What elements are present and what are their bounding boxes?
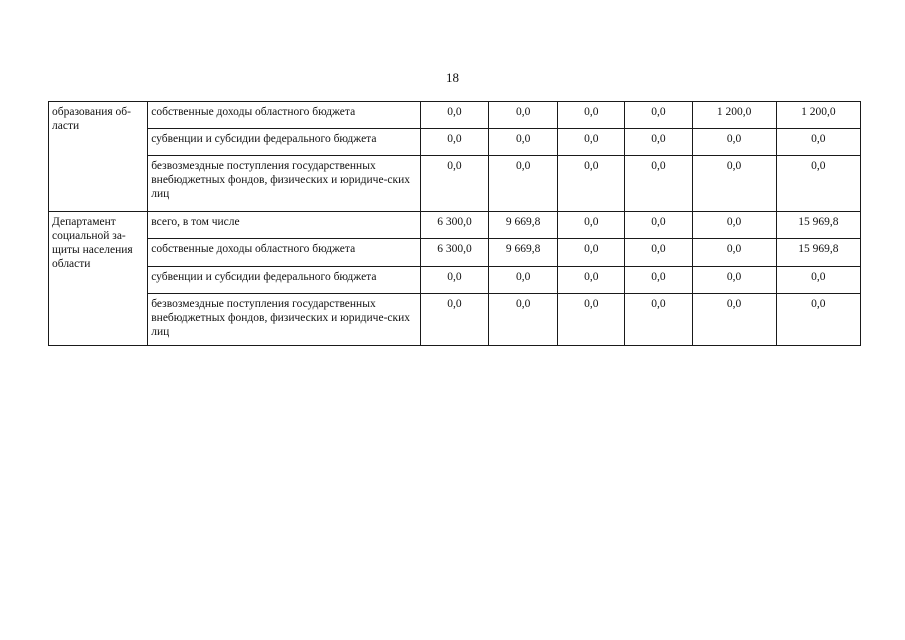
value-cell: 0,0 [558,239,625,267]
org-cell: Департамент социальной за-щиты населения области [49,212,148,346]
value-cell: 0,0 [420,294,488,346]
value-cell: 9 669,8 [489,212,558,239]
value-cell: 0,0 [420,267,488,294]
value-cell: 0,0 [692,212,776,239]
value-cell: 0,0 [625,239,692,267]
value-cell: 0,0 [558,212,625,239]
funding-source-cell: безвозмездные поступления государственных внебюджетных фондов, физических и юридиче-ских лиц [148,156,421,212]
value-cell: 6 300,0 [420,212,488,239]
value-cell: 0,0 [625,212,692,239]
total-cell: 15 969,8 [776,212,860,239]
value-cell: 0,0 [692,156,776,212]
table-row [49,129,861,156]
value-cell: 0,0 [692,129,776,156]
total-cell: 0,0 [776,156,860,212]
value-cell: 0,0 [558,129,625,156]
funding-source-cell: всего, в том числе [148,212,421,239]
page-number: 18 [446,70,459,85]
budget-table [48,101,861,346]
table-row [49,267,861,294]
funding-source-cell: безвозмездные поступления государственных внебюджетных фондов, физических и юридиче-ских лиц [148,294,421,346]
table-row [49,156,861,212]
funding-source-cell: собственные доходы областного бюджета [148,102,421,129]
table-row [49,102,861,129]
total-cell: 0,0 [776,129,860,156]
value-cell: 0,0 [692,294,776,346]
value-cell: 0,0 [558,102,625,129]
org-cell: образования об-ласти [49,102,148,212]
value-cell: 6 300,0 [420,239,488,267]
value-cell: 0,0 [625,156,692,212]
value-cell: 0,0 [489,156,558,212]
total-cell: 15 969,8 [776,239,860,267]
value-cell: 0,0 [692,267,776,294]
funding-source-cell: субвенции и субсидии федерального бюджета [148,129,421,156]
value-cell: 0,0 [489,267,558,294]
value-cell: 0,0 [558,294,625,346]
value-cell: 0,0 [420,129,488,156]
value-cell: 0,0 [625,267,692,294]
value-cell: 0,0 [625,294,692,346]
total-cell: 0,0 [776,267,860,294]
value-cell: 0,0 [625,129,692,156]
value-cell: 0,0 [692,239,776,267]
value-cell: 0,0 [489,102,558,129]
value-cell: 9 669,8 [489,239,558,267]
value-cell: 1 200,0 [692,102,776,129]
table-row [49,294,861,346]
total-cell: 1 200,0 [776,102,860,129]
total-cell: 0,0 [776,294,860,346]
funding-source-cell: субвенции и субсидии федерального бюджета [148,267,421,294]
value-cell: 0,0 [625,102,692,129]
table-row [49,239,861,267]
value-cell: 0,0 [489,294,558,346]
value-cell: 0,0 [558,156,625,212]
funding-source-cell: собственные доходы областного бюджета [148,239,421,267]
value-cell: 0,0 [420,156,488,212]
table-row [49,212,861,239]
value-cell: 0,0 [558,267,625,294]
value-cell: 0,0 [489,129,558,156]
value-cell: 0,0 [420,102,488,129]
